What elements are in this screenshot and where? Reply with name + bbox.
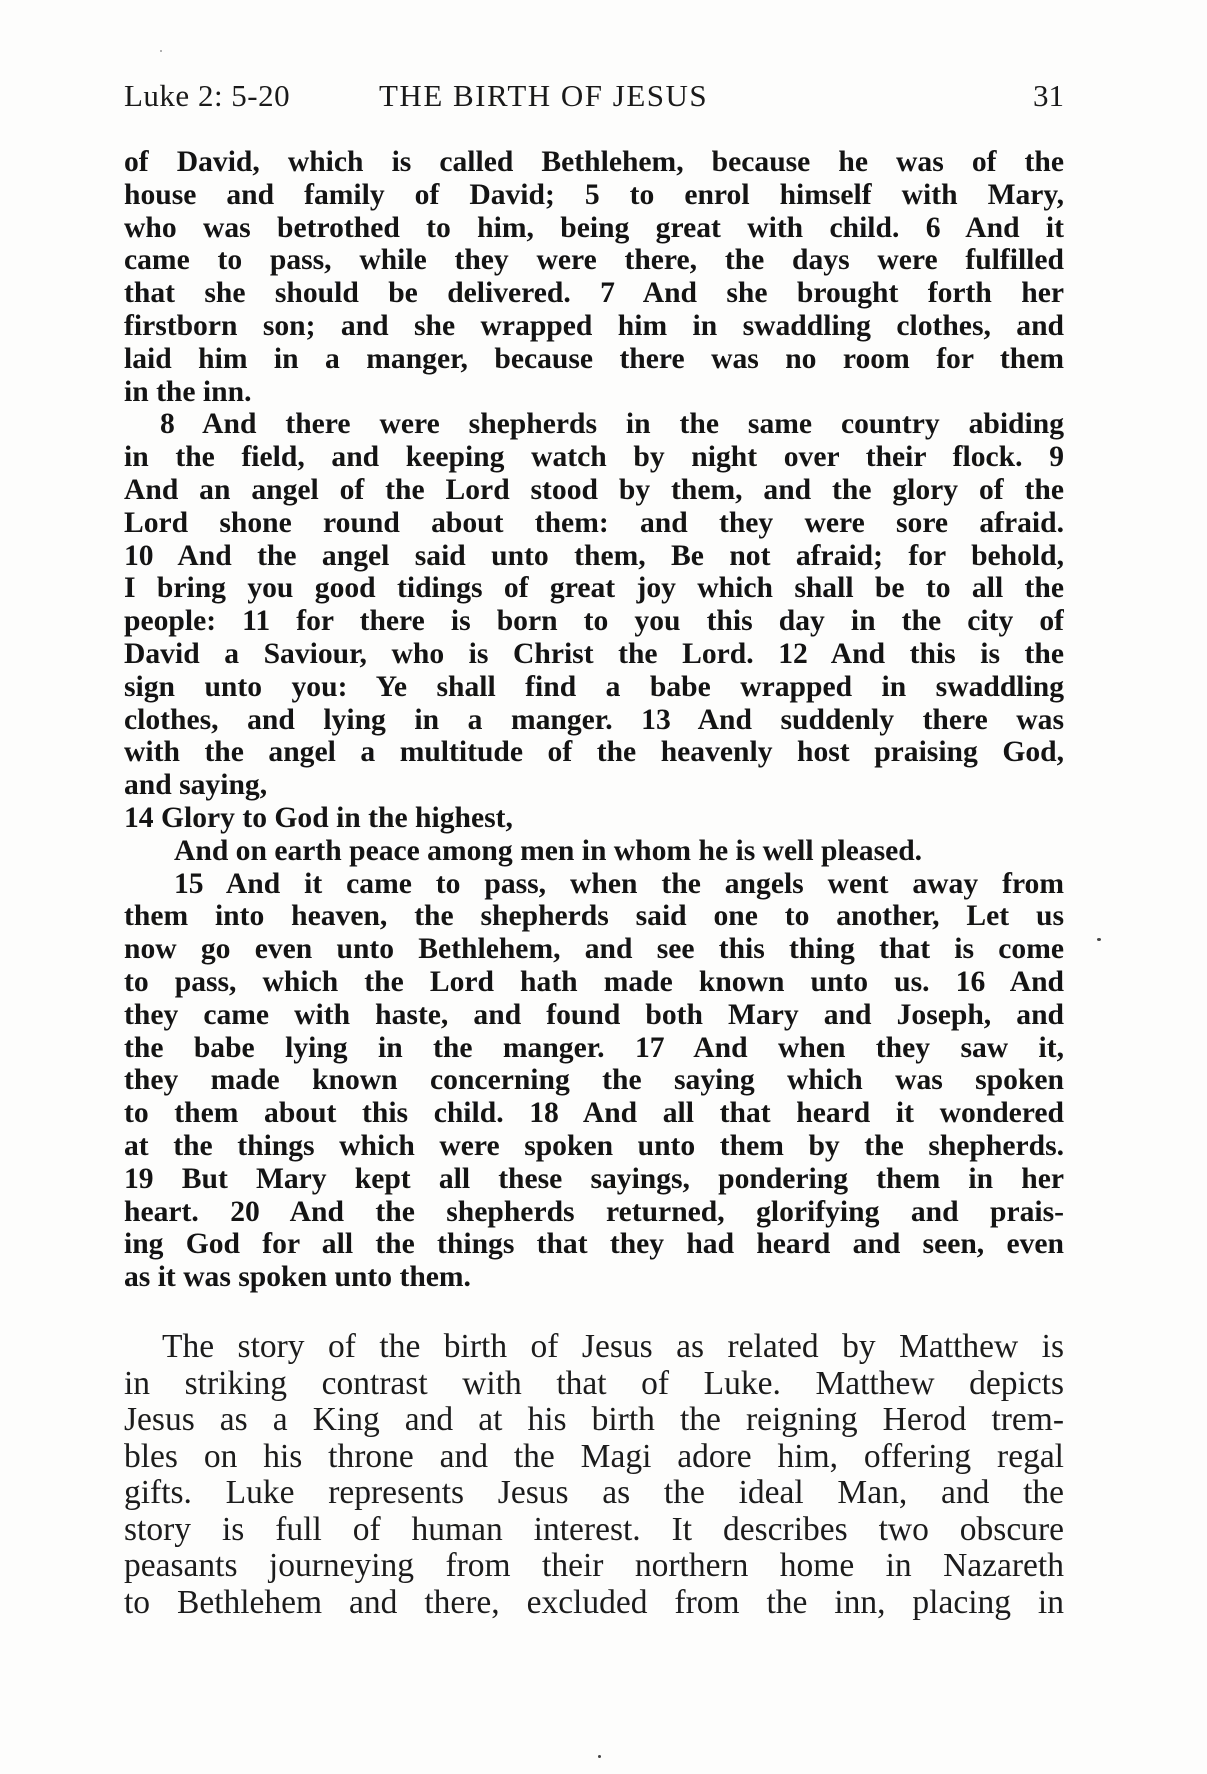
commentary-line: story is full of human interest. It describes two obscure bbox=[124, 1511, 1064, 1548]
scripture-line: firstborn son; and she wrapped him in swaddling clothes, and bbox=[124, 309, 1064, 342]
scripture-line: sign unto you: Ye shall find a babe wrapped in swaddling bbox=[124, 670, 1064, 703]
chapter-reference: Luke 2: 5-20 bbox=[124, 78, 291, 113]
scripture-line: clothes, and lying in a manger. 13 And suddenly there was bbox=[124, 703, 1064, 736]
poem-line: 14 Glory to God in the highest, bbox=[124, 801, 513, 834]
print-speck bbox=[598, 1755, 601, 1758]
poem-line: And on earth peace among men in whom he is well pleased. bbox=[174, 834, 923, 867]
scripture-line: ing God for all the things that they had heard and seen, even bbox=[124, 1228, 1064, 1261]
page-number: 31 bbox=[1033, 78, 1064, 113]
scripture-line: 19 But Mary kept all these sayings, pondering them in her bbox=[124, 1162, 1064, 1195]
scripture-line: at the things which were spoken unto them by the shepherds. bbox=[124, 1129, 1064, 1162]
scripture-line: heart. 20 And the shepherds returned, glorifying and prais- bbox=[124, 1195, 1064, 1228]
scripture-line: I bring you good tidings of great joy which shall be to all the bbox=[124, 572, 1064, 605]
commentary-line: to Bethlehem and there, excluded from the inn, placing in bbox=[124, 1584, 1064, 1621]
scripture-line: Lord shone round about them: and they were sore afraid. bbox=[124, 506, 1064, 539]
scripture-line: David a Saviour, who is Christ the Lord. 12 And this is the bbox=[124, 637, 1064, 670]
scripture-line: they made known concerning the saying which was spoken bbox=[124, 1064, 1064, 1097]
commentary-line: bles on his throne and the Magi adore him, offering regal bbox=[124, 1438, 1064, 1475]
scripture-passage bbox=[124, 146, 1064, 1294]
scripture-line: to pass, which the Lord hath made known unto us. 16 And bbox=[124, 965, 1064, 998]
print-speck bbox=[160, 50, 162, 52]
scripture-line: with the angel a multitude of the heavenly host praising God, bbox=[124, 736, 1064, 769]
running-head bbox=[124, 78, 1064, 118]
scripture-line: now go even unto Bethlehem, and see this thing that is come bbox=[124, 933, 1064, 966]
scripture-line: and saying, bbox=[124, 769, 268, 802]
scripture-line: them into heaven, the shepherds said one to another, Let us bbox=[124, 900, 1064, 933]
scripture-line: 15 And it came to pass, when the angels went away from bbox=[174, 867, 1064, 900]
scripture-line: they came with haste, and found both Mary and Joseph, and bbox=[124, 998, 1064, 1031]
commentary-line: in striking contrast with that of Luke. Matthew depicts bbox=[124, 1365, 1064, 1402]
page-title: THE BIRTH OF JESUS bbox=[379, 78, 709, 113]
scripture-line: came to pass, while they were there, the days were fulfilled bbox=[124, 244, 1064, 277]
scripture-line: that she should be delivered. 7 And she brought forth her bbox=[124, 277, 1064, 310]
scripture-line: 8 And there were shepherds in the same country abiding bbox=[160, 408, 1064, 441]
commentary-line: Jesus as a King and at his birth the reigning Herod trem- bbox=[124, 1402, 1064, 1438]
scripture-line: of David, which is called Bethlehem, because he was of the bbox=[124, 146, 1064, 178]
scripture-line: as it was spoken unto them. bbox=[124, 1261, 471, 1294]
commentary-line: gifts. Luke represents Jesus as the ideal Man, and the bbox=[124, 1475, 1064, 1511]
scripture-line: people: 11 for there is born to you this day in the city of bbox=[124, 605, 1064, 638]
commentary-paragraph bbox=[124, 1329, 1064, 1621]
commentary-line: peasants journeying from their northern home in Nazareth bbox=[124, 1548, 1064, 1584]
scripture-line: laid him in a manger, because there was no room for them bbox=[124, 342, 1064, 375]
scripture-line: And an angel of the Lord stood by them, and the glory of the bbox=[124, 473, 1064, 506]
scripture-line: the babe lying in the manger. 17 And when they saw it, bbox=[124, 1031, 1064, 1064]
scripture-line: 10 And the angel said unto them, Be not afraid; for behold, bbox=[124, 539, 1064, 572]
scripture-line: to them about this child. 18 And all that heard it wondered bbox=[124, 1097, 1064, 1130]
scripture-line: house and family of David; 5 to enrol himself with Mary, bbox=[124, 178, 1064, 211]
scripture-line: in the field, and keeping watch by night over their flock. 9 bbox=[124, 441, 1064, 474]
commentary-line: The story of the birth of Jesus as related by Matthew is bbox=[162, 1329, 1064, 1365]
scripture-line: in the inn. bbox=[124, 375, 252, 408]
print-speck bbox=[1097, 938, 1101, 941]
scripture-line: who was betrothed to him, being great with child. 6 And it bbox=[124, 211, 1064, 244]
